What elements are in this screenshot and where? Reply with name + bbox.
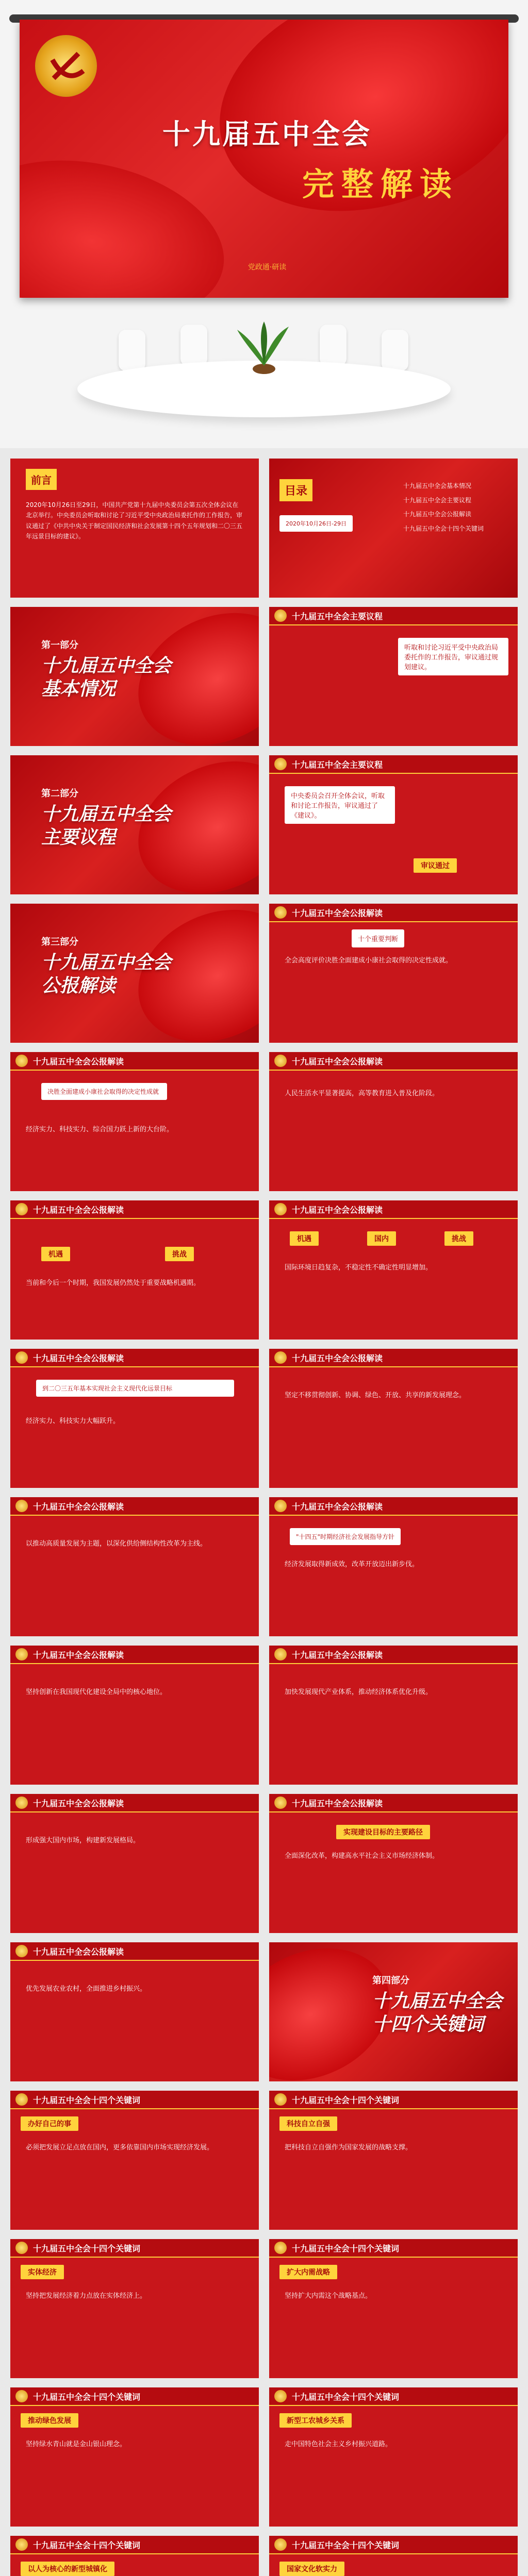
slide-tag: 十个重要判断 [352, 929, 404, 947]
slide-header-band [269, 1052, 518, 1071]
party-emblem-icon [274, 1797, 287, 1809]
slide-header-title: 十九届五中全会公报解读 [292, 1057, 383, 1066]
part-title: 十九届五中全会基本情况 [41, 655, 172, 700]
slide-header-band [269, 2387, 518, 2406]
slide-header-band [269, 1349, 518, 1367]
slide-body: 坚持绿水青山就是金山银山理念。 [26, 2441, 127, 2448]
slide-body: 加快发展现代产业体系，推动经济体系优化升级。 [285, 1688, 433, 1696]
keyword-tag: 新型工农城乡关系 [279, 2413, 352, 2428]
slide-header-title: 十九届五中全会十四个关键词 [292, 2244, 400, 2253]
slide-part-three [10, 904, 259, 1043]
slide-text-box: 中央委员会召开全体会议，听取和讨论工作报告，审议通过了《建议》。 [285, 786, 395, 824]
slide-header-title: 十九届五中全会公报解读 [33, 1205, 124, 1215]
contents-item[interactable]: 十九届五中全会主要议程 [403, 496, 472, 504]
keyword-tag: 实体经济 [21, 2265, 64, 2279]
slide-tag: 国内 [367, 1231, 396, 1246]
party-emblem-icon [274, 2242, 287, 2254]
cover-subtitle: 完整解读 [302, 165, 459, 203]
slide-header-title: 十九届五中全会十四个关键词 [33, 2392, 141, 2402]
party-emblem-icon [15, 2390, 28, 2402]
slide-header-band [10, 2536, 259, 2554]
slide-body: 当前和今后一个时期，我国发展仍然处于重要战略机遇期。 [26, 1279, 201, 1287]
party-emblem-icon [274, 758, 287, 770]
part-label: 第二部分 [41, 788, 78, 799]
keyword-tag: 国家文化软实力 [279, 2562, 344, 2576]
slide-header-band [269, 755, 518, 774]
slide-bulletin-12 [10, 1794, 259, 1933]
slide-bulletin-7 [269, 1349, 518, 1488]
slide-header-title: 十九届五中全会公报解读 [292, 1205, 383, 1215]
slide-bulletin-10 [10, 1646, 259, 1785]
slide-tag: 决胜全面建成小康社会取得的决定性成就 [41, 1083, 167, 1100]
slide-header-title: 十九届五中全会十四个关键词 [33, 2540, 141, 2550]
slide-body: 全会高度评价决胜全面建成小康社会取得的决定性成就。 [285, 957, 453, 964]
slide-header-title: 十九届五中全会十四个关键词 [292, 2095, 400, 2105]
slide-keyword-3 [10, 2239, 259, 2378]
slide-header-title: 十九届五中全会公报解读 [292, 1502, 383, 1512]
slide-header-title: 十九届五中全会公报解读 [33, 1502, 124, 1512]
slide-bulletin-11 [269, 1646, 518, 1785]
slide-header-title: 十九届五中全会公报解读 [33, 1947, 124, 1957]
slide-header-title: 十九届五中全会公报解读 [33, 1799, 124, 1808]
slide-tag: 机遇 [41, 1247, 70, 1261]
slide-agenda-detail [269, 755, 518, 894]
slide-body: 经济发展取得新成效，改革开放迈出新步伐。 [285, 1561, 419, 1568]
slide-bulletin-14 [10, 1942, 259, 2081]
slide-header-band [269, 1794, 518, 1812]
plant-icon [232, 319, 296, 376]
party-emblem-icon [15, 1648, 28, 1660]
slide-keyword-7 [10, 2536, 259, 2576]
slide-body: 走中国特色社会主义乡村振兴道路。 [285, 2441, 392, 2448]
slide-keyword-1 [10, 2091, 259, 2230]
slide-tag: 挑战 [444, 1231, 473, 1246]
slide-header-title: 十九届五中全会公报解读 [33, 1057, 124, 1066]
part-title: 十九届五中全会公报解读 [41, 952, 172, 996]
slide-header-band [269, 1497, 518, 1516]
slide-header-band [269, 904, 518, 922]
slide-header-band [10, 1200, 259, 1219]
slide-bulletin-3 [269, 1052, 518, 1191]
slide-header-band [10, 2239, 259, 2258]
party-emblem-icon [274, 2093, 287, 2106]
hero-cover [0, 0, 528, 448]
contents-heading: 目录 [279, 479, 312, 501]
cover-slide [20, 20, 508, 298]
party-emblem-icon [274, 609, 287, 622]
party-emblem-icon [15, 2538, 28, 2551]
slide-tag: 机遇 [290, 1231, 319, 1246]
slide-header-title: 十九届五中全会公报解读 [292, 1799, 383, 1808]
contents-list [403, 479, 512, 536]
slide-body: 必须把发展立足点放在国内，更多依靠国内市场实现经济发展。 [26, 2144, 214, 2151]
keyword-tag: 以人为核心的新型城镇化 [21, 2562, 114, 2576]
party-emblem-icon [274, 906, 287, 919]
slide-header-title: 十九届五中全会主要议程 [292, 760, 383, 770]
contents-item[interactable]: 十九届五中全会公报解读 [403, 511, 472, 518]
slide-header-title: 十九届五中全会公报解读 [33, 1650, 124, 1660]
slide-header-band [269, 607, 518, 625]
contents-item[interactable]: 十九届五中全会十四个关键词 [403, 524, 484, 532]
party-emblem-icon [15, 1945, 28, 1957]
slide-body: 2020年10月26日至29日，中国共产党第十九届中央委员会第五次全体会议在北京举行。中央委员会听取和讨论了习近平受中央政治局委托作的工作报告，审议通过了《中共中央关于制定国民经济和社会发展第十四个五年规划和二〇三五年远景目标的建议》。 [26, 501, 243, 540]
slide-contents [269, 459, 518, 598]
slide-text-box: 听取和讨论习近平受中央政治局委托作的工作报告，审议通过规划建议。 [398, 638, 508, 675]
slide-header-band [269, 2536, 518, 2554]
slide-header-band [269, 1646, 518, 1664]
party-emblem-icon [35, 35, 97, 97]
slide-body: 坚持扩大内需这个战略基点。 [285, 2292, 372, 2300]
slide-header-band [10, 2091, 259, 2109]
slide-header-band [269, 2239, 518, 2258]
chair [382, 330, 408, 371]
slide-bulletin-2 [10, 1052, 259, 1191]
part-label: 第一部分 [41, 640, 78, 651]
contents-date: 2020年10月26日-29日 [279, 515, 353, 532]
keyword-tag: 办好自己的事 [21, 2116, 78, 2131]
slide-header-band [10, 1942, 259, 1961]
slide-body: 国际环境日趋复杂，不稳定性不确定性明显增加。 [285, 1264, 433, 1272]
part-label: 第三部分 [41, 937, 78, 947]
party-emblem-icon [15, 1203, 28, 1215]
slide-header-band [10, 2387, 259, 2406]
slide-keyword-8 [269, 2536, 518, 2576]
party-emblem-icon [15, 1351, 28, 1364]
slide-header-band [10, 1646, 259, 1664]
party-emblem-icon [15, 2093, 28, 2106]
slide-body: 把科技自立自强作为国家发展的战略支撑。 [285, 2144, 412, 2151]
party-emblem-icon [274, 1648, 287, 1660]
slide-header-title: 十九届五中全会公报解读 [292, 908, 383, 918]
contents-item[interactable]: 十九届五中全会基本情况 [403, 482, 472, 489]
slide-tag: 审议通过 [414, 858, 457, 873]
cover-footer: 党政通·研读 [248, 263, 287, 272]
slide-header-title: 十九届五中全会十四个关键词 [33, 2244, 141, 2253]
party-emblem-icon [274, 1351, 287, 1364]
slide-header-band [10, 1052, 259, 1071]
slide-grid [10, 459, 518, 2576]
slide-header-title: 十九届五中全会十四个关键词 [292, 2540, 400, 2550]
slide-tag: "十四五"时期经济社会发展指导方针 [290, 1528, 401, 1545]
slide-header-title: 十九届五中全会十四个关键词 [292, 2392, 400, 2402]
slide-tag: 挑战 [165, 1247, 194, 1261]
slide-body: 坚持创新在我国现代化建设全局中的核心地位。 [26, 1688, 167, 1696]
slide-bulletin-9 [269, 1497, 518, 1636]
slide-body: 经济实力、科技实力、综合国力跃上新的大台阶。 [26, 1126, 174, 1133]
slide-part-two [10, 755, 259, 894]
slide-body: 坚定不移贯彻创新、协调、绿色、开放、共享的新发展理念。 [285, 1392, 466, 1399]
slide-header-band [10, 1794, 259, 1812]
slide-header-band [10, 1349, 259, 1367]
slide-header-title: 十九届五中全会公报解读 [33, 1353, 124, 1363]
party-emblem-icon [274, 2390, 287, 2402]
slide-agenda [269, 607, 518, 746]
slide-body: 优先发展农业农村，全面推进乡村振兴。 [26, 1985, 147, 1993]
keyword-tag: 扩大内需战略 [279, 2265, 337, 2279]
slide-preface [10, 459, 259, 598]
party-emblem-icon [274, 1055, 287, 1067]
party-emblem-icon [15, 1797, 28, 1809]
slide-header-band [269, 1200, 518, 1219]
slide-body: 形成强大国内市场，构建新发展格局。 [26, 1837, 140, 1844]
red-ribbon-decoration [20, 138, 239, 298]
slide-header-title: 十九届五中全会十四个关键词 [33, 2095, 141, 2105]
slide-header-title: 十九届五中全会公报解读 [292, 1650, 383, 1660]
slide-header-band [269, 2091, 518, 2109]
chair [320, 325, 346, 366]
party-emblem-icon [15, 1055, 28, 1067]
slide-keyword-5 [10, 2387, 259, 2527]
part-title: 十九届五中全会主要议程 [41, 804, 172, 848]
slide-bulletin-1 [269, 904, 518, 1043]
party-emblem-icon [274, 1203, 287, 1215]
slide-body: 人民生活水平显著提高，高等教育进入普及化阶段。 [285, 1090, 439, 1097]
slide-body: 以推动高质量发展为主题，以深化供给侧结构性改革为主线。 [26, 1540, 207, 1548]
slide-body: 经济实力、科技实力大幅跃升。 [26, 1417, 120, 1425]
cover-title: 十九届五中全会 [162, 118, 372, 150]
slide-body: 全面深化改革，构建高水平社会主义市场经济体制。 [285, 1852, 439, 1860]
slide-body: 坚持把发展经济着力点放在实体经济上。 [26, 2292, 147, 2300]
slide-bulletin-6 [10, 1349, 259, 1488]
slide-keyword-6 [269, 2387, 518, 2527]
party-emblem-icon [15, 2242, 28, 2254]
slide-heading: 前言 [26, 469, 57, 490]
keyword-tag: 推动绿色发展 [21, 2413, 78, 2428]
slide-keyword-4 [269, 2239, 518, 2378]
slide-tag: 到二〇三五年基本实现社会主义现代化远景目标 [36, 1380, 234, 1397]
slide-part-one [10, 607, 259, 746]
party-emblem-icon [15, 1500, 28, 1512]
keyword-tag: 科技自立自强 [279, 2116, 337, 2131]
slide-part-four [269, 1942, 518, 2081]
slide-header-band [10, 1497, 259, 1516]
slide-tag: 实现建设目标的主要路径 [336, 1825, 430, 1839]
slide-bulletin-8 [10, 1497, 259, 1636]
slide-keyword-2 [269, 2091, 518, 2230]
slide-bulletin-4 [10, 1200, 259, 1340]
chair [180, 325, 207, 366]
part-label: 第四部分 [372, 1975, 409, 1986]
slide-header-title: 十九届五中全会公报解读 [292, 1353, 383, 1363]
part-title: 十九届五中全会十四个关键词 [372, 1991, 503, 2035]
slide-bulletin-13 [269, 1794, 518, 1933]
party-emblem-icon [274, 1500, 287, 1512]
slide-bulletin-5 [269, 1200, 518, 1340]
slide-header-title: 十九届五中全会主要议程 [292, 612, 383, 621]
chair [119, 330, 145, 371]
party-emblem-icon [274, 2538, 287, 2551]
